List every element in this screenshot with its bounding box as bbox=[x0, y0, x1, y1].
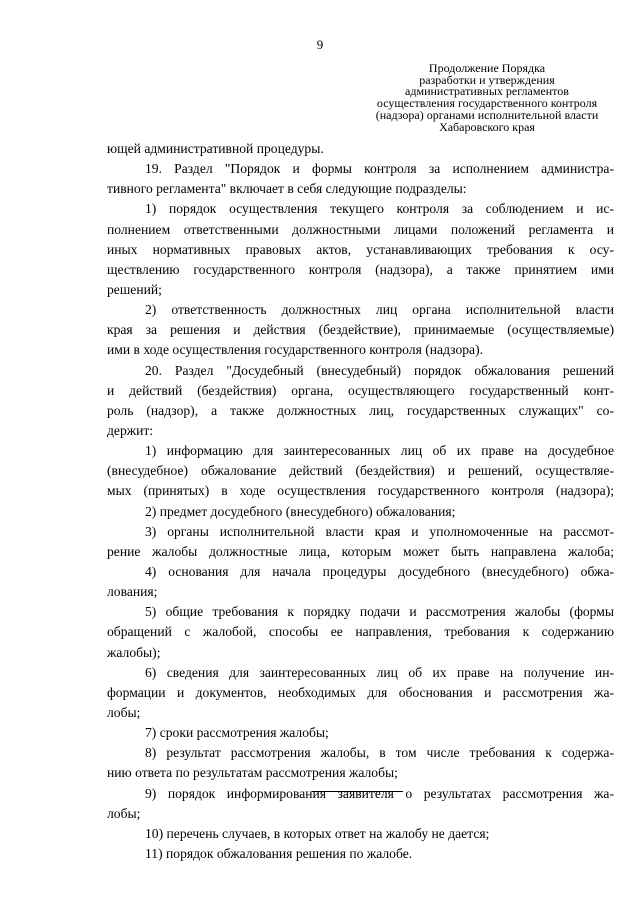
text-line: мых (принятых) в ходе осуществления государственного контроля (надзора); bbox=[107, 483, 614, 499]
document-body bbox=[107, 139, 614, 864]
text-line: 8) результат рассмотрения жалобы, в том числе требования к содержа- bbox=[145, 745, 614, 761]
text-line: лобы; bbox=[107, 805, 141, 821]
text-line: полнением ответственными должностными лицами положений регламента и bbox=[107, 221, 614, 237]
header-line: (надзора) органами исполнительной власти bbox=[375, 107, 599, 122]
text-line: (внесудебное) обжалование действий (бездействия) и решений, осуществляе- bbox=[107, 463, 614, 479]
header-line: административных регламентов bbox=[405, 84, 569, 99]
text-line: лования; bbox=[107, 584, 158, 600]
text-line: края за решения и действия (бездействие), принимаемые (осуществляемые) bbox=[107, 322, 614, 338]
text-line: тивного регламента" включает в себя следующие подразделы: bbox=[107, 181, 467, 197]
text-line: и действий (бездействия) органа, осуществляющего государственный конт- bbox=[107, 382, 614, 398]
continuation-header bbox=[352, 63, 622, 133]
text-line: ими в ходе осуществления государственного контроля (надзора). bbox=[107, 342, 483, 358]
text-line: 7) сроки рассмотрения жалобы; bbox=[145, 725, 329, 741]
header-line: Хабаровского края bbox=[439, 119, 535, 134]
text-line: нию ответа по результатам рассмотрения жалобы; bbox=[107, 765, 398, 781]
text-line: 20. Раздел "Досудебный (внесудебный) порядок обжалования решений bbox=[145, 362, 614, 378]
text-line: формации и документов, необходимых для обоснования и рассмотрения жа- bbox=[107, 684, 614, 700]
text-line: жалобы); bbox=[107, 644, 161, 660]
text-line: 5) общие требования к порядку подачи и рассмотрения жалобы (формы bbox=[145, 604, 614, 620]
text-line: роль (надзор), а также должностных лиц, государственных служащих" со- bbox=[107, 402, 614, 418]
text-line: иных нормативных правовых актов, устанавливающих требования к осу- bbox=[107, 241, 614, 257]
text-line: 6) сведения для заинтересованных лиц об их праве на получение ин- bbox=[145, 664, 614, 680]
text-line: 19. Раздел "Порядок и формы контроля за исполнением администра- bbox=[145, 161, 614, 177]
text-line: 4) основания для начала процедуры досудебного (внесудебного) обжа- bbox=[145, 563, 614, 579]
text-line: обращений с жалобой, способы ее направления, требования к содержанию bbox=[107, 624, 614, 640]
text-line: 9) порядок информирования заявителя о результатах рассмотрения жа- bbox=[145, 785, 614, 801]
page-number: 9 bbox=[316, 37, 324, 52]
text-line: 1) порядок осуществления текущего контроля за соблюдением и ис- bbox=[145, 201, 614, 217]
header-line: осуществления государственного контроля bbox=[376, 96, 598, 111]
text-line: 2) ответственность должностных лиц органа исполнительной власти bbox=[145, 302, 614, 318]
text-line: держит: bbox=[107, 422, 154, 438]
text-line: ществлению государственного контроля (надзора), а также принятием ими bbox=[107, 261, 614, 277]
header-line: Продолжение Порядка bbox=[428, 61, 546, 75]
text-line: рение жалобы должностные лица, которым может быть направлена жалоба; bbox=[107, 543, 614, 559]
text-line: лобы; bbox=[107, 704, 141, 720]
header-line: разработки и утверждения bbox=[419, 72, 555, 87]
text-line: 11) порядок обжалования решения по жалобе. bbox=[145, 845, 413, 861]
text-line: 1) информацию для заинтересованных лиц об их праве на досудебное bbox=[145, 443, 614, 459]
text-line: 10) перечень случаев, в которых ответ на жалобу не дается; bbox=[145, 825, 490, 841]
text-line: ющей административной процедуры. bbox=[107, 141, 324, 156]
text-line: 3) органы исполнительной власти края и уполномоченные на рассмот- bbox=[145, 523, 614, 539]
text-line: решений; bbox=[107, 281, 162, 297]
end-of-text-rule bbox=[312, 791, 403, 792]
text-line: 2) предмет досудебного (внесудебного) обжалования; bbox=[145, 503, 456, 519]
